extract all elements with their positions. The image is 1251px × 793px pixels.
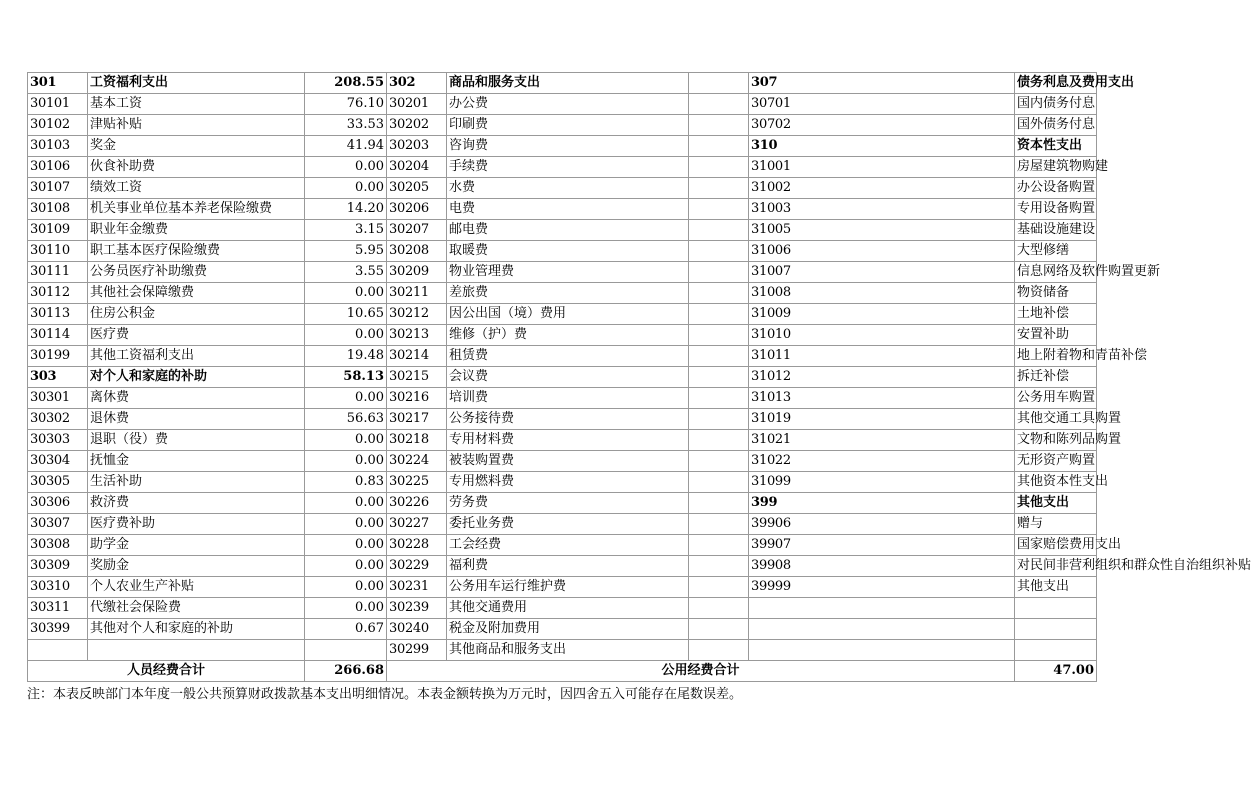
personnel-item-name (88, 640, 305, 661)
public-total-label: 公用经费合计 (387, 661, 1015, 682)
capital-item-name: 公务用车购置 (1015, 388, 1097, 409)
goods-services-item-name: 会议费 (447, 367, 689, 388)
goods-services-item-name: 公务接待费 (447, 409, 689, 430)
goods-services-code: 30201 (387, 94, 447, 115)
goods-services-item-name: 培训费 (447, 388, 689, 409)
table-row (28, 94, 1097, 115)
capital-item-name: 安置补助 (1015, 325, 1097, 346)
column-divider (689, 325, 749, 346)
goods-services-item-name: 咨询费 (447, 136, 689, 157)
column-divider (689, 346, 749, 367)
goods-services-code: 302 (387, 73, 447, 94)
personnel-total-label: 人员经费合计 (28, 661, 305, 682)
personnel-code: 303 (28, 367, 88, 388)
goods-services-item-name: 电费 (447, 199, 689, 220)
capital-item-name (1015, 598, 1097, 619)
column-divider (689, 388, 749, 409)
capital-code: 39999 (749, 577, 1015, 598)
column-divider (689, 199, 749, 220)
table-row (28, 430, 1097, 451)
personnel-amount: 0.00 (305, 430, 387, 451)
goods-services-item-name: 水费 (447, 178, 689, 199)
table-row (28, 493, 1097, 514)
capital-item-name: 赠与 (1015, 514, 1097, 535)
goods-services-item-name: 专用燃料费 (447, 472, 689, 493)
table-row (28, 262, 1097, 283)
personnel-amount: 0.00 (305, 598, 387, 619)
goods-services-item-name: 其他交通费用 (447, 598, 689, 619)
personnel-code: 30303 (28, 430, 88, 451)
personnel-item-name: 其他对个人和家庭的补助 (88, 619, 305, 640)
personnel-item-name: 退职（役）费 (88, 430, 305, 451)
column-divider (689, 409, 749, 430)
table-row (28, 157, 1097, 178)
capital-code: 31005 (749, 220, 1015, 241)
capital-item-name: 拆迁补偿 (1015, 367, 1097, 388)
goods-services-item-name: 物业管理费 (447, 262, 689, 283)
column-divider (689, 94, 749, 115)
goods-services-code: 30225 (387, 472, 447, 493)
goods-services-item-name: 工会经费 (447, 535, 689, 556)
personnel-item-name: 住房公积金 (88, 304, 305, 325)
goods-services-code: 30227 (387, 514, 447, 535)
capital-code: 31021 (749, 430, 1015, 451)
personnel-item-name: 个人农业生产补贴 (88, 577, 305, 598)
capital-code: 31099 (749, 472, 1015, 493)
personnel-item-name: 助学金 (88, 535, 305, 556)
goods-services-code: 30202 (387, 115, 447, 136)
personnel-code: 30308 (28, 535, 88, 556)
goods-services-code: 30205 (387, 178, 447, 199)
goods-services-item-name: 其他商品和服务支出 (447, 640, 689, 661)
personnel-amount: 3.55 (305, 262, 387, 283)
personnel-item-name: 机关事业单位基本养老保险缴费 (88, 199, 305, 220)
column-divider (689, 283, 749, 304)
capital-code: 39906 (749, 514, 1015, 535)
capital-code: 31013 (749, 388, 1015, 409)
public-total-value: 47.00 (1015, 661, 1097, 682)
personnel-code: 30307 (28, 514, 88, 535)
column-divider (689, 262, 749, 283)
table-row (28, 220, 1097, 241)
capital-item-name: 对民间非营利组织和群众性自治组织补贴 (1015, 556, 1097, 577)
table-row (28, 598, 1097, 619)
goods-services-item-name: 被装购置费 (447, 451, 689, 472)
table-row (28, 388, 1097, 409)
capital-item-name (1015, 640, 1097, 661)
table-row (28, 199, 1097, 220)
goods-services-item-name: 维修（护）费 (447, 325, 689, 346)
personnel-amount: 33.53 (305, 115, 387, 136)
column-divider (689, 157, 749, 178)
personnel-amount: 14.20 (305, 199, 387, 220)
capital-code: 31022 (749, 451, 1015, 472)
column-divider (689, 640, 749, 661)
personnel-amount: 208.55 (305, 73, 387, 94)
personnel-code: 30103 (28, 136, 88, 157)
column-divider (689, 598, 749, 619)
personnel-code (28, 640, 88, 661)
column-divider (689, 136, 749, 157)
capital-item-name: 办公设备购置 (1015, 178, 1097, 199)
goods-services-item-name: 因公出国（境）费用 (447, 304, 689, 325)
personnel-item-name: 基本工资 (88, 94, 305, 115)
personnel-code: 30107 (28, 178, 88, 199)
table-row (28, 556, 1097, 577)
column-divider (689, 178, 749, 199)
personnel-item-name: 其他工资福利支出 (88, 346, 305, 367)
footnote: 注：本表反映部门本年度一般公共预算财政拨款基本支出明细情况。本表金额转换为万元时，因四舍五入可能存在尾数误差。 (27, 687, 743, 702)
goods-services-code: 30203 (387, 136, 447, 157)
table-row (28, 241, 1097, 262)
personnel-item-name: 退休费 (88, 409, 305, 430)
table-row (28, 451, 1097, 472)
table-body (28, 73, 1251, 661)
column-divider (689, 619, 749, 640)
capital-item-name: 债务利息及费用支出 (1015, 73, 1097, 94)
capital-item-name: 房屋建筑物购建 (1015, 157, 1097, 178)
capital-item-name: 其他资本性支出 (1015, 472, 1097, 493)
goods-services-code: 30208 (387, 241, 447, 262)
personnel-code: 30109 (28, 220, 88, 241)
personnel-item-name: 抚恤金 (88, 451, 305, 472)
personnel-amount: 0.00 (305, 535, 387, 556)
personnel-item-name: 奖金 (88, 136, 305, 157)
goods-services-code: 30226 (387, 493, 447, 514)
table-row (28, 73, 1097, 94)
personnel-amount: 0.00 (305, 556, 387, 577)
capital-item-name: 物资储备 (1015, 283, 1097, 304)
personnel-amount: 0.00 (305, 325, 387, 346)
personnel-code: 30301 (28, 388, 88, 409)
goods-services-code: 30299 (387, 640, 447, 661)
personnel-code: 30310 (28, 577, 88, 598)
capital-code (749, 619, 1015, 640)
personnel-item-name: 津贴补贴 (88, 115, 305, 136)
goods-services-code: 30216 (387, 388, 447, 409)
capital-code: 31012 (749, 367, 1015, 388)
personnel-amount (305, 640, 387, 661)
capital-item-name: 国外债务付息 (1015, 115, 1097, 136)
personnel-amount: 0.00 (305, 493, 387, 514)
personnel-amount: 0.00 (305, 388, 387, 409)
personnel-amount: 5.95 (305, 241, 387, 262)
capital-code: 31001 (749, 157, 1015, 178)
goods-services-code: 30229 (387, 556, 447, 577)
personnel-item-name: 职业年金缴费 (88, 220, 305, 241)
column-divider (689, 556, 749, 577)
personnel-code: 30112 (28, 283, 88, 304)
table-row (28, 514, 1097, 535)
personnel-item-name: 医疗费补助 (88, 514, 305, 535)
capital-code: 31011 (749, 346, 1015, 367)
capital-item-name: 专用设备购置 (1015, 199, 1097, 220)
personnel-amount: 76.10 (305, 94, 387, 115)
goods-services-item-name: 税金及附加费用 (447, 619, 689, 640)
capital-item-name: 基础设施建设 (1015, 220, 1097, 241)
goods-services-item-name: 邮电费 (447, 220, 689, 241)
personnel-code: 30199 (28, 346, 88, 367)
personnel-total-value: 266.68 (305, 661, 387, 682)
table-row (28, 535, 1097, 556)
goods-services-code: 30239 (387, 598, 447, 619)
personnel-code: 30309 (28, 556, 88, 577)
column-divider (689, 304, 749, 325)
personnel-amount: 56.63 (305, 409, 387, 430)
personnel-code: 30110 (28, 241, 88, 262)
personnel-item-name: 工资福利支出 (88, 73, 305, 94)
capital-item-name: 信息网络及软件购置更新 (1015, 262, 1097, 283)
goods-services-code: 30214 (387, 346, 447, 367)
capital-code: 31003 (749, 199, 1015, 220)
totals-row (28, 661, 1097, 682)
table-row (28, 136, 1097, 157)
goods-services-code: 30204 (387, 157, 447, 178)
personnel-code: 30106 (28, 157, 88, 178)
capital-code: 31010 (749, 325, 1015, 346)
personnel-item-name: 代缴社会保险费 (88, 598, 305, 619)
personnel-amount: 3.15 (305, 220, 387, 241)
personnel-item-name: 其他社会保障缴费 (88, 283, 305, 304)
capital-code: 31009 (749, 304, 1015, 325)
goods-services-code: 30231 (387, 577, 447, 598)
personnel-item-name: 公务员医疗补助缴费 (88, 262, 305, 283)
capital-code: 31006 (749, 241, 1015, 262)
personnel-code: 30108 (28, 199, 88, 220)
personnel-amount: 0.67 (305, 619, 387, 640)
capital-code: 31002 (749, 178, 1015, 199)
goods-services-code: 30206 (387, 199, 447, 220)
capital-item-name: 无形资产购置 (1015, 451, 1097, 472)
personnel-code: 301 (28, 73, 88, 94)
personnel-amount: 0.00 (305, 157, 387, 178)
column-divider (689, 472, 749, 493)
personnel-amount: 10.65 (305, 304, 387, 325)
capital-item-name: 其他支出 (1015, 493, 1097, 514)
personnel-code: 30114 (28, 325, 88, 346)
capital-item-name: 地上附着物和青苗补偿 (1015, 346, 1097, 367)
personnel-code: 30399 (28, 619, 88, 640)
capital-code (749, 598, 1015, 619)
table-row (28, 472, 1097, 493)
personnel-item-name: 职工基本医疗保险缴费 (88, 241, 305, 262)
personnel-amount: 0.00 (305, 178, 387, 199)
personnel-amount: 0.83 (305, 472, 387, 493)
personnel-item-name: 离休费 (88, 388, 305, 409)
capital-code: 307 (749, 73, 1015, 94)
personnel-code: 30304 (28, 451, 88, 472)
table-row (28, 619, 1097, 640)
table-row (28, 178, 1097, 199)
personnel-code: 30302 (28, 409, 88, 430)
personnel-amount: 19.48 (305, 346, 387, 367)
table-row (28, 283, 1097, 304)
goods-services-item-name: 办公费 (447, 94, 689, 115)
goods-services-item-name: 委托业务费 (447, 514, 689, 535)
goods-services-item-name: 取暖费 (447, 241, 689, 262)
table-row (28, 115, 1097, 136)
capital-code: 31019 (749, 409, 1015, 430)
goods-services-code: 30228 (387, 535, 447, 556)
personnel-item-name: 伙食补助费 (88, 157, 305, 178)
column-divider (689, 493, 749, 514)
capital-item-name: 资本性支出 (1015, 136, 1097, 157)
table-row (28, 346, 1097, 367)
table-row (28, 304, 1097, 325)
goods-services-code: 30209 (387, 262, 447, 283)
goods-services-code: 30240 (387, 619, 447, 640)
capital-code: 310 (749, 136, 1015, 157)
capital-item-name: 土地补偿 (1015, 304, 1097, 325)
table-row (28, 367, 1097, 388)
personnel-amount: 0.00 (305, 451, 387, 472)
goods-services-code: 30212 (387, 304, 447, 325)
goods-services-item-name: 福利费 (447, 556, 689, 577)
personnel-amount: 41.94 (305, 136, 387, 157)
personnel-item-name: 医疗费 (88, 325, 305, 346)
personnel-code: 30113 (28, 304, 88, 325)
table-row (28, 325, 1097, 346)
personnel-item-name: 救济费 (88, 493, 305, 514)
capital-item-name: 其他交通工具购置 (1015, 409, 1097, 430)
goods-services-code: 30215 (387, 367, 447, 388)
goods-services-item-name: 租赁费 (447, 346, 689, 367)
goods-services-code: 30207 (387, 220, 447, 241)
goods-services-item-name: 差旅费 (447, 283, 689, 304)
personnel-amount: 0.00 (305, 577, 387, 598)
column-divider (689, 430, 749, 451)
goods-services-item-name: 商品和服务支出 (447, 73, 689, 94)
personnel-item-name: 生活补助 (88, 472, 305, 493)
personnel-amount: 58.13 (305, 367, 387, 388)
capital-code: 31008 (749, 283, 1015, 304)
personnel-code: 30311 (28, 598, 88, 619)
personnel-item-name: 对个人和家庭的补助 (88, 367, 305, 388)
column-divider (689, 241, 749, 262)
column-divider (689, 577, 749, 598)
column-divider (689, 367, 749, 388)
personnel-amount: 0.00 (305, 283, 387, 304)
personnel-code: 30102 (28, 115, 88, 136)
capital-item-name: 其他支出 (1015, 577, 1097, 598)
table-row (28, 640, 1097, 661)
personnel-item-name: 奖励金 (88, 556, 305, 577)
personnel-amount: 0.00 (305, 514, 387, 535)
capital-code: 39907 (749, 535, 1015, 556)
personnel-code: 30306 (28, 493, 88, 514)
column-divider (689, 115, 749, 136)
column-divider (689, 220, 749, 241)
goods-services-code: 30218 (387, 430, 447, 451)
goods-services-item-name: 公务用车运行维护费 (447, 577, 689, 598)
personnel-item-name: 绩效工资 (88, 178, 305, 199)
goods-services-item-name: 印刷费 (447, 115, 689, 136)
goods-services-code: 30217 (387, 409, 447, 430)
column-divider (689, 535, 749, 556)
capital-item-name: 国内债务付息 (1015, 94, 1097, 115)
personnel-code: 30101 (28, 94, 88, 115)
capital-item-name: 文物和陈列品购置 (1015, 430, 1097, 451)
goods-services-item-name: 专用材料费 (447, 430, 689, 451)
capital-code: 30701 (749, 94, 1015, 115)
capital-item-name: 大型修缮 (1015, 241, 1097, 262)
budget-table (27, 72, 1251, 682)
capital-item-name (1015, 619, 1097, 640)
personnel-code: 30111 (28, 262, 88, 283)
table-row (28, 409, 1097, 430)
personnel-code: 30305 (28, 472, 88, 493)
column-divider (689, 451, 749, 472)
column-divider (689, 73, 749, 94)
capital-code: 31007 (749, 262, 1015, 283)
capital-code (749, 640, 1015, 661)
capital-code: 39908 (749, 556, 1015, 577)
goods-services-item-name: 劳务费 (447, 493, 689, 514)
goods-services-item-name: 手续费 (447, 157, 689, 178)
column-divider (689, 514, 749, 535)
goods-services-code: 30211 (387, 283, 447, 304)
goods-services-code: 30213 (387, 325, 447, 346)
table-row (28, 577, 1097, 598)
goods-services-code: 30224 (387, 451, 447, 472)
capital-code: 399 (749, 493, 1015, 514)
capital-code: 30702 (749, 115, 1015, 136)
capital-item-name: 国家赔偿费用支出 (1015, 535, 1097, 556)
